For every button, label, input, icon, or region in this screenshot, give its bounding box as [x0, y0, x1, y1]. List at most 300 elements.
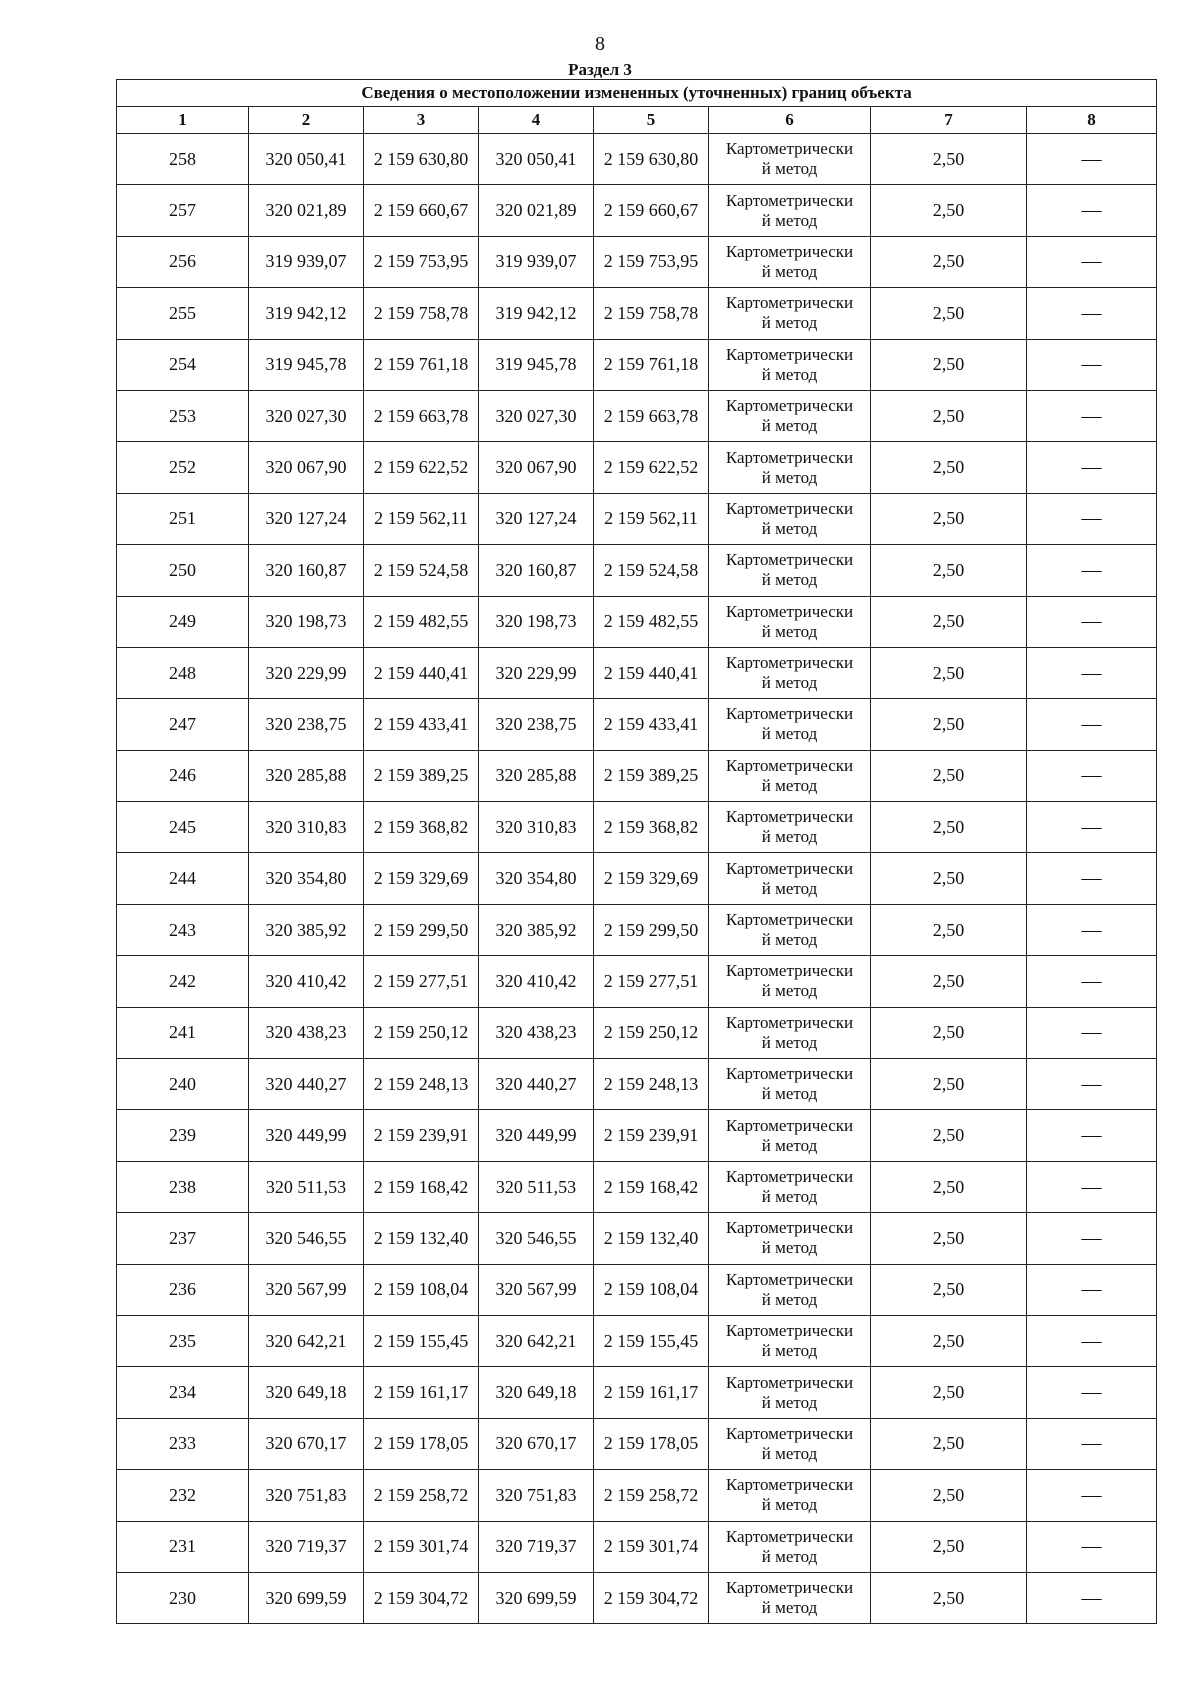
- table-row: [117, 1059, 1157, 1110]
- accuracy-cell: 2,50: [871, 390, 1027, 441]
- note-cell: —: [1027, 185, 1157, 236]
- y-coordinate-cell: 2 159 155,45: [594, 1315, 709, 1366]
- y-coordinate-cell: 2 159 524,58: [364, 545, 479, 596]
- x-coordinate-cell: 320 238,75: [249, 699, 364, 750]
- x-coordinate-cell: 320 021,89: [479, 185, 594, 236]
- point-number-cell: 256: [117, 236, 249, 287]
- x-coordinate-cell: 320 670,17: [249, 1418, 364, 1469]
- table-row: [117, 699, 1157, 750]
- table-row: [117, 1213, 1157, 1264]
- y-coordinate-cell: 2 159 239,91: [594, 1110, 709, 1161]
- method-cell: [709, 1213, 871, 1264]
- method-cell: [709, 1059, 871, 1110]
- method-cell: [709, 1418, 871, 1469]
- column-number: 5: [594, 107, 709, 134]
- x-coordinate-cell: 320 410,42: [479, 956, 594, 1007]
- note-cell: —: [1027, 134, 1157, 185]
- method-text: Картометрически: [725, 1372, 854, 1392]
- y-coordinate-cell: 2 159 178,05: [364, 1418, 479, 1469]
- method-cell: [709, 699, 871, 750]
- y-coordinate-cell: 2 159 389,25: [364, 750, 479, 801]
- table-row: [117, 339, 1157, 390]
- y-coordinate-cell: 2 159 132,40: [594, 1213, 709, 1264]
- method-text: Картометрически: [725, 1475, 854, 1495]
- y-coordinate-cell: 2 159 630,80: [594, 134, 709, 185]
- y-coordinate-cell: 2 159 482,55: [594, 596, 709, 647]
- y-coordinate-cell: 2 159 433,41: [594, 699, 709, 750]
- method-text: й метод: [761, 621, 818, 641]
- accuracy-cell: 2,50: [871, 802, 1027, 853]
- table-row: [117, 1521, 1157, 1572]
- point-number-cell: 251: [117, 493, 249, 544]
- table-row: [117, 1007, 1157, 1058]
- y-coordinate-cell: 2 159 368,82: [594, 802, 709, 853]
- note-cell: —: [1027, 1161, 1157, 1212]
- x-coordinate-cell: 320 127,24: [249, 493, 364, 544]
- y-coordinate-cell: 2 159 299,50: [364, 904, 479, 955]
- column-number: 3: [364, 107, 479, 134]
- y-coordinate-cell: 2 159 258,72: [594, 1470, 709, 1521]
- table-row: [117, 956, 1157, 1007]
- x-coordinate-cell: 320 160,87: [479, 545, 594, 596]
- point-number-cell: 245: [117, 802, 249, 853]
- method-text: й метод: [761, 159, 818, 179]
- method-text: Картометрически: [725, 1167, 854, 1186]
- table-row: [117, 853, 1157, 904]
- accuracy-cell: 2,50: [871, 1521, 1027, 1572]
- y-coordinate-cell: 2 159 524,58: [594, 545, 709, 596]
- method-cell: [709, 1007, 871, 1058]
- y-coordinate-cell: 2 159 108,04: [594, 1264, 709, 1315]
- point-number-cell: 248: [117, 647, 249, 698]
- y-coordinate-cell: 2 159 168,42: [364, 1161, 479, 1212]
- point-number-cell: 232: [117, 1470, 249, 1521]
- point-number-cell: 254: [117, 339, 249, 390]
- x-coordinate-cell: 320 567,99: [479, 1264, 594, 1315]
- column-number: 2: [249, 107, 364, 134]
- method-cell: [709, 185, 871, 236]
- method-text: Картометрически: [725, 601, 854, 621]
- point-number-cell: 258: [117, 134, 249, 185]
- y-coordinate-cell: 2 159 562,11: [594, 493, 709, 544]
- table-row: [117, 185, 1157, 236]
- y-coordinate-cell: 2 159 660,67: [594, 185, 709, 236]
- column-number: 8: [1027, 107, 1157, 134]
- y-coordinate-cell: 2 159 758,78: [594, 288, 709, 339]
- method-text: й метод: [761, 467, 818, 487]
- y-coordinate-cell: 2 159 248,13: [364, 1059, 479, 1110]
- method-text: Картометрически: [725, 807, 854, 827]
- y-coordinate-cell: 2 159 761,18: [364, 339, 479, 390]
- x-coordinate-cell: 320 050,41: [479, 134, 594, 185]
- accuracy-cell: 2,50: [871, 493, 1027, 544]
- method-text: Картометрически: [725, 1578, 854, 1598]
- method-text: й метод: [761, 1495, 818, 1515]
- note-cell: —: [1027, 904, 1157, 955]
- note-cell: —: [1027, 545, 1157, 596]
- table-body: [117, 134, 1157, 1624]
- x-coordinate-cell: 320 385,92: [249, 904, 364, 955]
- accuracy-cell: 2,50: [871, 596, 1027, 647]
- column-number: 6: [709, 107, 871, 134]
- y-coordinate-cell: 2 159 758,78: [364, 288, 479, 339]
- x-coordinate-cell: 320 310,83: [479, 802, 594, 853]
- x-coordinate-cell: 320 751,83: [479, 1470, 594, 1521]
- accuracy-cell: 2,50: [871, 1007, 1027, 1058]
- y-coordinate-cell: 2 159 301,74: [594, 1521, 709, 1572]
- y-coordinate-cell: 2 159 304,72: [594, 1572, 709, 1623]
- note-cell: —: [1027, 1367, 1157, 1418]
- y-coordinate-cell: 2 159 304,72: [364, 1572, 479, 1623]
- x-coordinate-cell: 320 670,17: [479, 1418, 594, 1469]
- point-number-cell: 239: [117, 1110, 249, 1161]
- point-number-cell: 234: [117, 1367, 249, 1418]
- method-text: Картометрически: [725, 1526, 854, 1546]
- table-row: [117, 1264, 1157, 1315]
- accuracy-cell: 2,50: [871, 134, 1027, 185]
- accuracy-cell: 2,50: [871, 1110, 1027, 1161]
- method-text: й метод: [761, 930, 818, 950]
- x-coordinate-cell: 320 285,88: [249, 750, 364, 801]
- method-text: Картометрически: [725, 293, 854, 313]
- x-coordinate-cell: 320 511,53: [249, 1161, 364, 1212]
- x-coordinate-cell: 319 939,07: [249, 236, 364, 287]
- method-text: й метод: [761, 673, 818, 693]
- y-coordinate-cell: 2 159 161,17: [364, 1367, 479, 1418]
- y-coordinate-cell: 2 159 161,17: [594, 1367, 709, 1418]
- method-text: Картометрически: [725, 1269, 854, 1289]
- x-coordinate-cell: 320 067,90: [479, 442, 594, 493]
- y-coordinate-cell: 2 159 440,41: [594, 647, 709, 698]
- y-coordinate-cell: 2 159 440,41: [364, 647, 479, 698]
- y-coordinate-cell: 2 159 622,52: [364, 442, 479, 493]
- accuracy-cell: 2,50: [871, 956, 1027, 1007]
- point-number-cell: 257: [117, 185, 249, 236]
- x-coordinate-cell: 320 642,21: [249, 1315, 364, 1366]
- method-text: Картометрически: [725, 344, 854, 364]
- y-coordinate-cell: 2 159 630,80: [364, 134, 479, 185]
- point-number-cell: 241: [117, 1007, 249, 1058]
- note-cell: —: [1027, 1213, 1157, 1264]
- note-cell: —: [1027, 1470, 1157, 1521]
- point-number-cell: 249: [117, 596, 249, 647]
- x-coordinate-cell: 320 719,37: [249, 1521, 364, 1572]
- x-coordinate-cell: 320 354,80: [249, 853, 364, 904]
- method-cell: [709, 236, 871, 287]
- method-text: й метод: [761, 1135, 818, 1155]
- method-text: й метод: [761, 981, 818, 1001]
- method-text: Картометрически: [725, 858, 854, 878]
- point-number-cell: 246: [117, 750, 249, 801]
- column-number: 1: [117, 107, 249, 134]
- x-coordinate-cell: 320 440,27: [479, 1059, 594, 1110]
- note-cell: —: [1027, 1264, 1157, 1315]
- x-coordinate-cell: 320 310,83: [249, 802, 364, 853]
- y-coordinate-cell: 2 159 250,12: [364, 1007, 479, 1058]
- table-row: [117, 390, 1157, 441]
- method-text: Картометрически: [725, 755, 854, 775]
- method-text: Картометрически: [725, 961, 854, 981]
- point-number-cell: 247: [117, 699, 249, 750]
- method-text: й метод: [761, 210, 818, 230]
- accuracy-cell: 2,50: [871, 442, 1027, 493]
- method-text: Картометрически: [725, 1321, 854, 1341]
- method-text: й метод: [761, 1546, 818, 1566]
- boundary-coordinates-table: [116, 79, 1157, 1624]
- note-cell: —: [1027, 1110, 1157, 1161]
- x-coordinate-cell: 320 127,24: [479, 493, 594, 544]
- x-coordinate-cell: 320 027,30: [479, 390, 594, 441]
- table-row: [117, 1572, 1157, 1623]
- note-cell: —: [1027, 1521, 1157, 1572]
- x-coordinate-cell: 320 567,99: [249, 1264, 364, 1315]
- method-text: Картометрически: [725, 1012, 854, 1032]
- x-coordinate-cell: 320 649,18: [249, 1367, 364, 1418]
- y-coordinate-cell: 2 159 250,12: [594, 1007, 709, 1058]
- accuracy-cell: 2,50: [871, 288, 1027, 339]
- accuracy-cell: 2,50: [871, 339, 1027, 390]
- method-text: Картометрически: [725, 653, 854, 673]
- method-text: й метод: [761, 1187, 818, 1206]
- method-text: Картометрически: [725, 910, 854, 930]
- y-coordinate-cell: 2 159 389,25: [594, 750, 709, 801]
- y-coordinate-cell: 2 159 753,95: [364, 236, 479, 287]
- accuracy-cell: 2,50: [871, 699, 1027, 750]
- method-text: й метод: [761, 1084, 818, 1104]
- y-coordinate-cell: 2 159 663,78: [594, 390, 709, 441]
- y-coordinate-cell: 2 159 277,51: [364, 956, 479, 1007]
- table-row: [117, 1367, 1157, 1418]
- method-cell: [709, 442, 871, 493]
- note-cell: —: [1027, 647, 1157, 698]
- method-cell: [709, 134, 871, 185]
- method-text: Картометрически: [725, 550, 854, 570]
- method-text: й метод: [761, 775, 818, 795]
- accuracy-cell: 2,50: [871, 904, 1027, 955]
- method-cell: [709, 750, 871, 801]
- x-coordinate-cell: 320 238,75: [479, 699, 594, 750]
- point-number-cell: 231: [117, 1521, 249, 1572]
- point-number-cell: 236: [117, 1264, 249, 1315]
- method-cell: [709, 853, 871, 904]
- note-cell: —: [1027, 1572, 1157, 1623]
- method-text: й метод: [761, 1032, 818, 1052]
- method-text: Картометрически: [725, 1064, 854, 1084]
- x-coordinate-cell: 320 198,73: [249, 596, 364, 647]
- y-coordinate-cell: 2 159 433,41: [364, 699, 479, 750]
- y-coordinate-cell: 2 159 329,69: [364, 853, 479, 904]
- y-coordinate-cell: 2 159 660,67: [364, 185, 479, 236]
- method-cell: [709, 493, 871, 544]
- y-coordinate-cell: 2 159 108,04: [364, 1264, 479, 1315]
- method-text: Картометрически: [725, 447, 854, 467]
- x-coordinate-cell: 320 067,90: [249, 442, 364, 493]
- method-text: й метод: [761, 1238, 818, 1258]
- note-cell: —: [1027, 236, 1157, 287]
- y-coordinate-cell: 2 159 155,45: [364, 1315, 479, 1366]
- note-cell: —: [1027, 493, 1157, 544]
- x-coordinate-cell: 320 027,30: [249, 390, 364, 441]
- point-number-cell: 240: [117, 1059, 249, 1110]
- point-number-cell: 244: [117, 853, 249, 904]
- method-text: Картометрически: [725, 1218, 854, 1238]
- method-cell: [709, 545, 871, 596]
- x-coordinate-cell: 320 021,89: [249, 185, 364, 236]
- method-cell: [709, 802, 871, 853]
- x-coordinate-cell: 320 285,88: [479, 750, 594, 801]
- method-text: й метод: [761, 570, 818, 590]
- y-coordinate-cell: 2 159 239,91: [364, 1110, 479, 1161]
- accuracy-cell: 2,50: [871, 1059, 1027, 1110]
- note-cell: —: [1027, 1418, 1157, 1469]
- column-number-row: [117, 107, 1157, 134]
- accuracy-cell: 2,50: [871, 545, 1027, 596]
- y-coordinate-cell: 2 159 248,13: [594, 1059, 709, 1110]
- column-number: 4: [479, 107, 594, 134]
- y-coordinate-cell: 2 159 132,40: [364, 1213, 479, 1264]
- note-cell: —: [1027, 390, 1157, 441]
- accuracy-cell: 2,50: [871, 1418, 1027, 1469]
- method-text: й метод: [761, 1443, 818, 1463]
- note-cell: —: [1027, 288, 1157, 339]
- method-text: й метод: [761, 1598, 818, 1618]
- x-coordinate-cell: 320 410,42: [249, 956, 364, 1007]
- method-text: й метод: [761, 878, 818, 898]
- x-coordinate-cell: 319 942,12: [249, 288, 364, 339]
- x-coordinate-cell: 320 699,59: [479, 1572, 594, 1623]
- y-coordinate-cell: 2 159 301,74: [364, 1521, 479, 1572]
- method-cell: [709, 647, 871, 698]
- point-number-cell: 233: [117, 1418, 249, 1469]
- x-coordinate-cell: 320 449,99: [249, 1110, 364, 1161]
- accuracy-cell: 2,50: [871, 1161, 1027, 1212]
- section-title: Раздел 3: [568, 60, 632, 79]
- method-cell: [709, 1264, 871, 1315]
- table-row: [117, 596, 1157, 647]
- x-coordinate-cell: 319 942,12: [479, 288, 594, 339]
- x-coordinate-cell: 320 229,99: [249, 647, 364, 698]
- x-coordinate-cell: 319 945,78: [249, 339, 364, 390]
- method-text: Картометрически: [725, 1115, 854, 1135]
- x-coordinate-cell: 320 438,23: [249, 1007, 364, 1058]
- point-number-cell: 238: [117, 1161, 249, 1212]
- y-coordinate-cell: 2 159 258,72: [364, 1470, 479, 1521]
- note-cell: —: [1027, 596, 1157, 647]
- x-coordinate-cell: 320 719,37: [479, 1521, 594, 1572]
- y-coordinate-cell: 2 159 663,78: [364, 390, 479, 441]
- note-cell: —: [1027, 442, 1157, 493]
- table-row: [117, 1470, 1157, 1521]
- method-text: Картометрически: [725, 1423, 854, 1443]
- y-coordinate-cell: 2 159 368,82: [364, 802, 479, 853]
- method-cell: [709, 1161, 871, 1212]
- method-cell: [709, 1110, 871, 1161]
- note-cell: —: [1027, 1007, 1157, 1058]
- page-number: 8: [595, 33, 605, 55]
- x-coordinate-cell: 320 229,99: [479, 647, 594, 698]
- note-cell: —: [1027, 956, 1157, 1007]
- table-row: [117, 647, 1157, 698]
- accuracy-cell: 2,50: [871, 185, 1027, 236]
- x-coordinate-cell: 320 649,18: [479, 1367, 594, 1418]
- point-number-cell: 243: [117, 904, 249, 955]
- method-cell: [709, 390, 871, 441]
- table-row: [117, 236, 1157, 287]
- method-cell: [709, 596, 871, 647]
- x-coordinate-cell: 320 511,53: [479, 1161, 594, 1212]
- table-row: [117, 442, 1157, 493]
- point-number-cell: 230: [117, 1572, 249, 1623]
- x-coordinate-cell: 320 449,99: [479, 1110, 594, 1161]
- table-caption: Сведения о местоположении измененных (уточненных) границ объекта: [117, 80, 1157, 107]
- x-coordinate-cell: 320 642,21: [479, 1315, 594, 1366]
- note-cell: —: [1027, 750, 1157, 801]
- accuracy-cell: 2,50: [871, 1470, 1027, 1521]
- point-number-cell: 250: [117, 545, 249, 596]
- method-cell: [709, 339, 871, 390]
- x-coordinate-cell: 319 945,78: [479, 339, 594, 390]
- accuracy-cell: 2,50: [871, 1315, 1027, 1366]
- method-cell: [709, 1521, 871, 1572]
- method-text: й метод: [761, 1392, 818, 1412]
- method-text: Картометрически: [725, 139, 854, 159]
- accuracy-cell: 2,50: [871, 236, 1027, 287]
- point-number-cell: 255: [117, 288, 249, 339]
- method-text: й метод: [761, 518, 818, 538]
- method-cell: [709, 1470, 871, 1521]
- method-text: Картометрически: [725, 498, 854, 518]
- x-coordinate-cell: 320 160,87: [249, 545, 364, 596]
- method-text: Картометрически: [725, 241, 854, 261]
- method-text: й метод: [761, 724, 818, 744]
- method-text: Картометрически: [725, 396, 854, 416]
- y-coordinate-cell: 2 159 329,69: [594, 853, 709, 904]
- x-coordinate-cell: 320 438,23: [479, 1007, 594, 1058]
- method-cell: [709, 288, 871, 339]
- point-number-cell: 253: [117, 390, 249, 441]
- table-row: [117, 750, 1157, 801]
- note-cell: —: [1027, 699, 1157, 750]
- accuracy-cell: 2,50: [871, 853, 1027, 904]
- note-cell: —: [1027, 339, 1157, 390]
- y-coordinate-cell: 2 159 622,52: [594, 442, 709, 493]
- method-cell: [709, 904, 871, 955]
- method-text: й метод: [761, 313, 818, 333]
- y-coordinate-cell: 2 159 299,50: [594, 904, 709, 955]
- method-text: й метод: [761, 364, 818, 384]
- accuracy-cell: 2,50: [871, 750, 1027, 801]
- x-coordinate-cell: 320 354,80: [479, 853, 594, 904]
- y-coordinate-cell: 2 159 168,42: [594, 1161, 709, 1212]
- table-row: [117, 1315, 1157, 1366]
- point-number-cell: 235: [117, 1315, 249, 1366]
- x-coordinate-cell: 320 198,73: [479, 596, 594, 647]
- point-number-cell: 242: [117, 956, 249, 1007]
- note-cell: —: [1027, 802, 1157, 853]
- note-cell: —: [1027, 1059, 1157, 1110]
- x-coordinate-cell: 320 385,92: [479, 904, 594, 955]
- y-coordinate-cell: 2 159 178,05: [594, 1418, 709, 1469]
- table-row: [117, 288, 1157, 339]
- table-row: [117, 802, 1157, 853]
- x-coordinate-cell: 320 751,83: [249, 1470, 364, 1521]
- note-cell: —: [1027, 853, 1157, 904]
- column-number: 7: [871, 107, 1027, 134]
- x-coordinate-cell: 320 546,55: [249, 1213, 364, 1264]
- method-cell: [709, 1572, 871, 1623]
- x-coordinate-cell: 319 939,07: [479, 236, 594, 287]
- method-text: й метод: [761, 827, 818, 847]
